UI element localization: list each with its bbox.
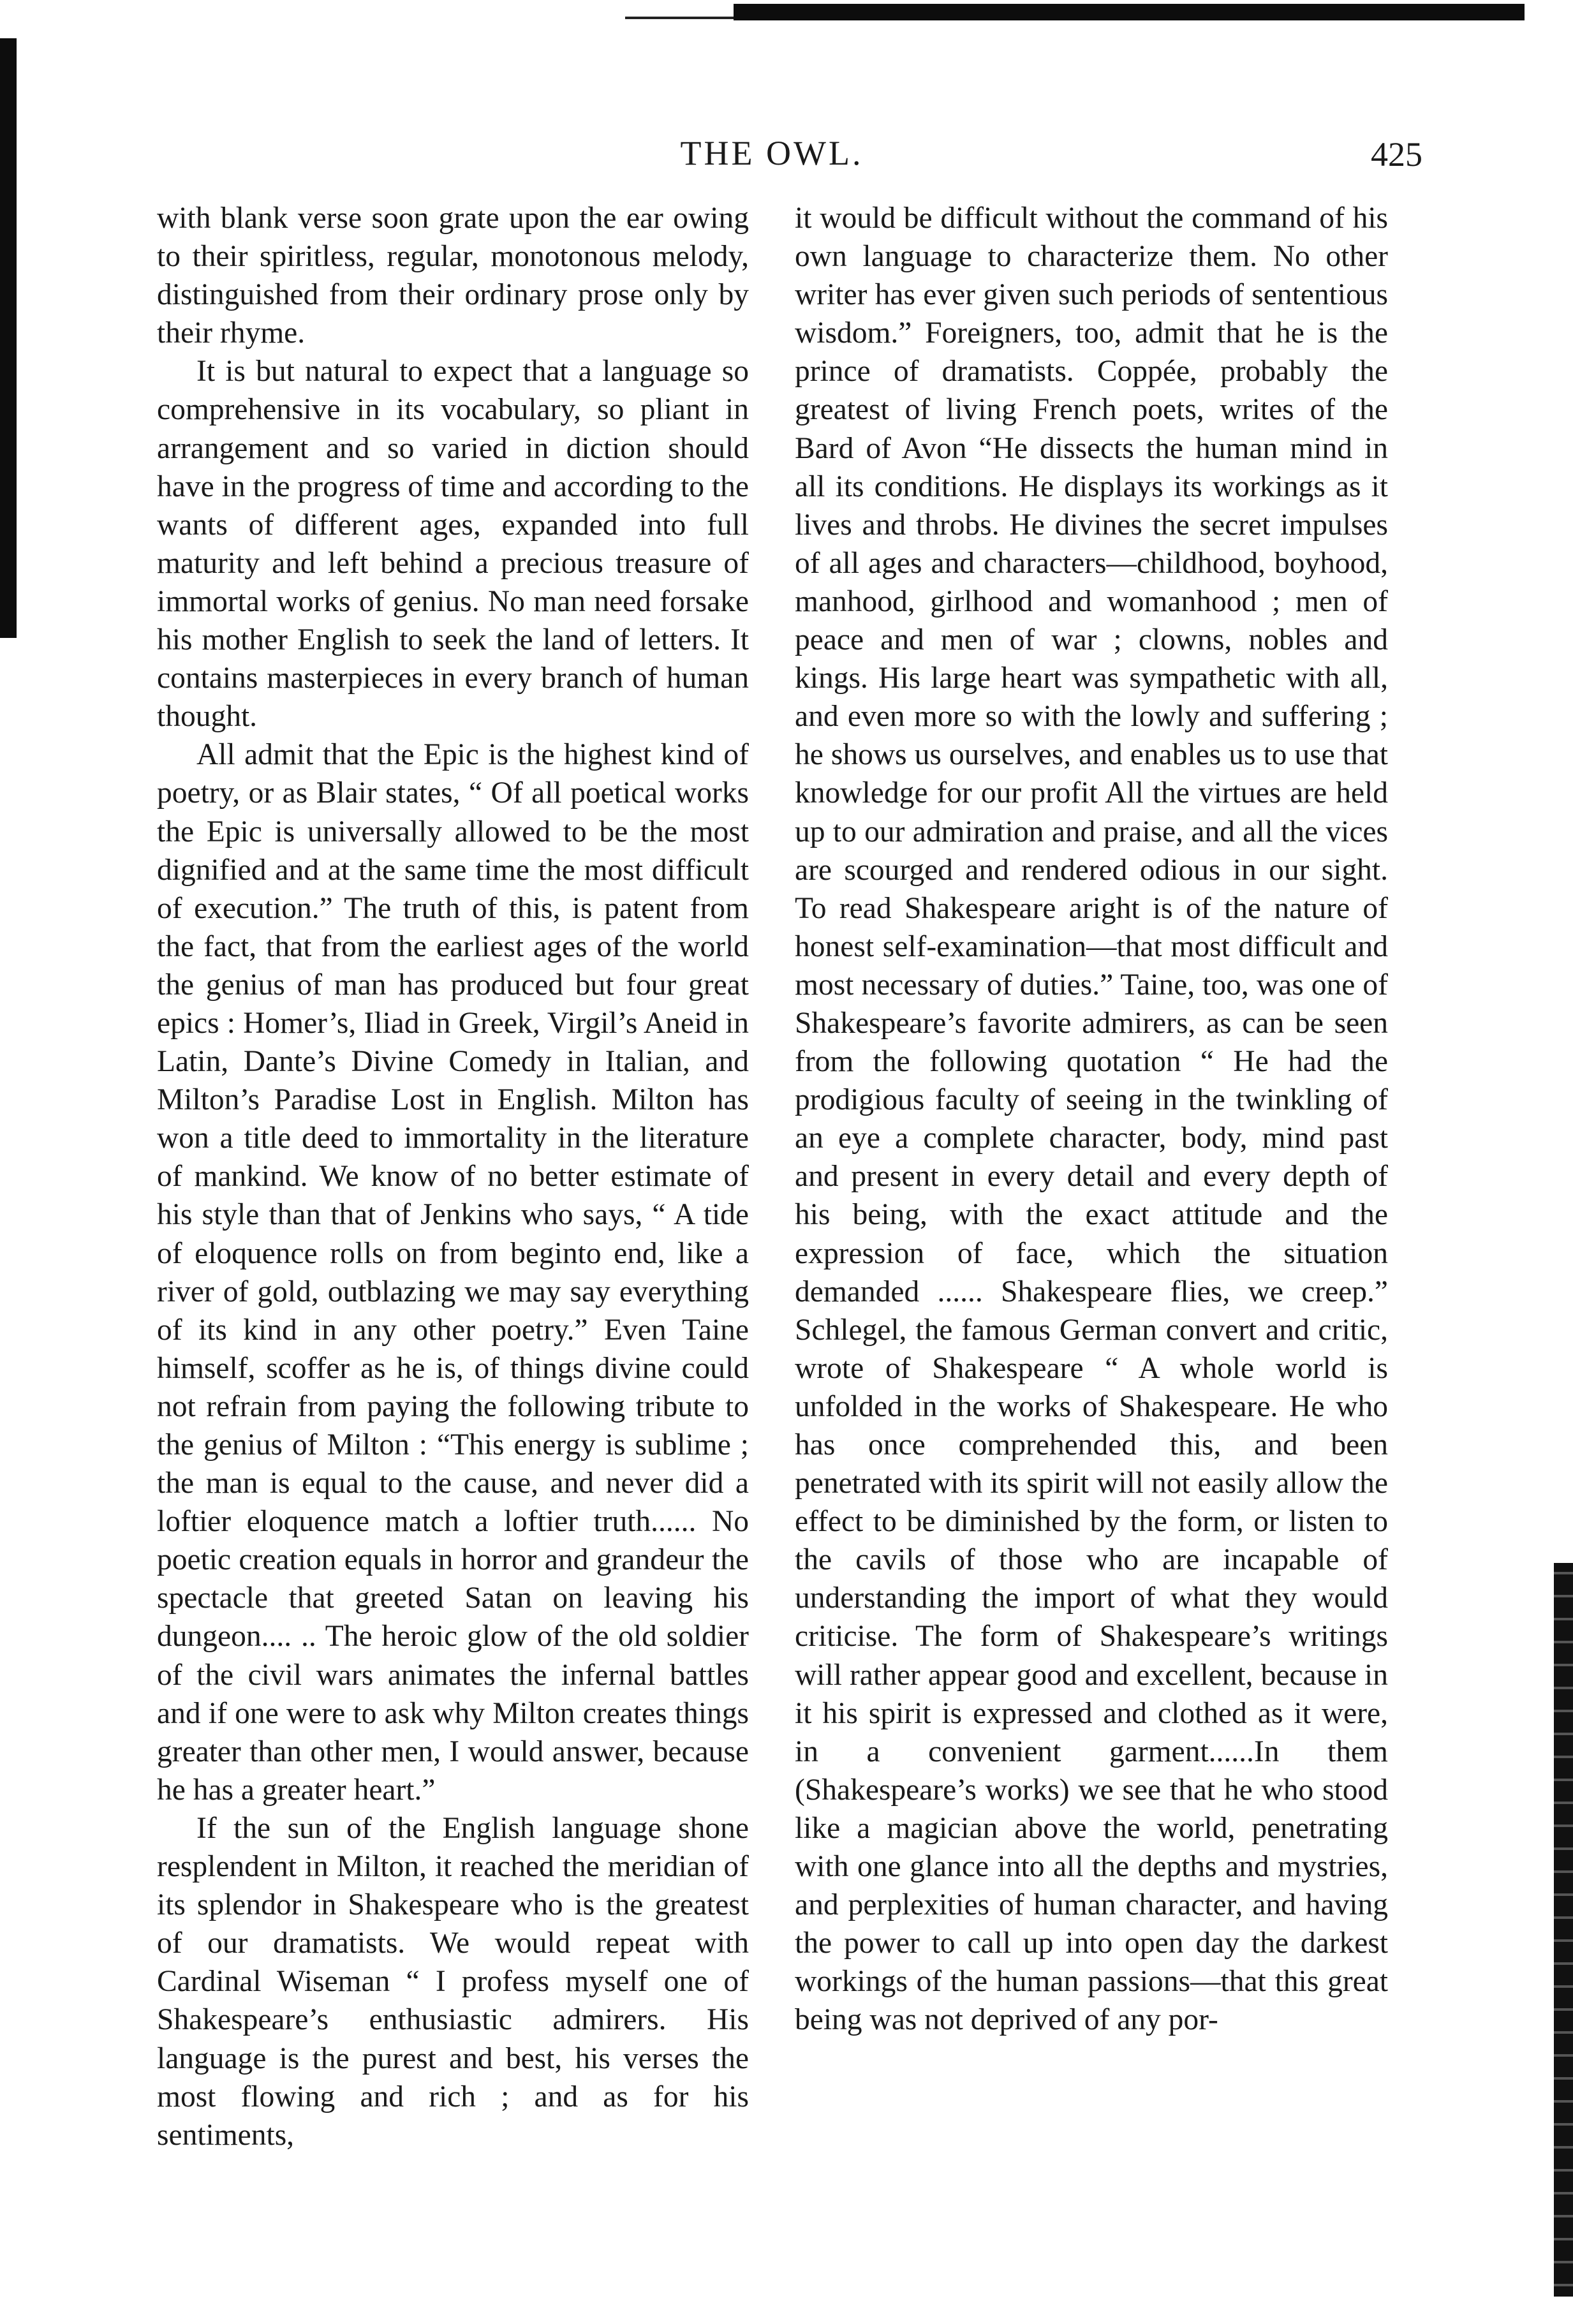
left-column	[157, 199, 749, 2154]
right-column	[795, 199, 1388, 2039]
top-rule-bar	[734, 4, 1525, 20]
paragraph: If the sun of the English language shone resplendent in Milton, it reached the meridian of its splendor in Shakespeare who is the greatest of our dramatists. We would repeat with Cardinal Wiseman “ I profess myself one of Shakespeare’s enthusiastic admirers. His language is the purest and best, his verses the most flowing and rich ; and as for his sentiments,	[157, 1811, 749, 2152]
paragraph: with blank verse soon grate upon the ear owing to their spiritless, regular, monotonous melody, distinguished from their ordinary prose only by their rhyme.	[157, 202, 749, 350]
page-number: 425	[1371, 135, 1422, 174]
paragraph: It is but natural to expect that a language so comprehensive in its vocabulary, so pliant in arrangement and so varied in diction should have in the progress of time and according to the wants of different ages, expanded into full maturity and left behind a precious treasure of immortal works of genius. No man need forsake his mother English to seek the land of letters. It contains masterpieces in every branch of human thought.	[157, 355, 749, 734]
scan-edge-right	[1554, 1563, 1573, 2297]
paragraph: it would be difficult without the command of his own language to characterize them. No other writer has ever given such periods of sententious wisdom.” Foreigners, too, admit that he is the prince of dramatists. Coppée, probably the greatest of living French poets, writes of the Bard of Avon “He dissects the human mind in all its conditions. He displays its workings as it lives and throbs. He divines the secret impulses of all ages and characters—childhood, boyhood, manhood, girlhood and womanhood ; men of peace and men of war ; clowns, nobles and kings. His large heart was sympathetic with all, and even more so with the lowly and suffering ; he shows us ourselves, and enables us to use that knowledge for our profit All the virtues are held up to our admiration and praise, and all the vices are scourged and rendered odious in our sight. To read Shakespeare aright is of the nature of honest self-examination—that most difficult and most necessary of duties.” Taine, too, was one of Shakespeare’s favorite admirers, as can be seen from the following quotation “ He had the prodigious faculty of seeing in the twinkling of an eye a complete character, body, mind past and present in every detail and every depth of his being, with the exact attitude and the expression of face, which the situation demanded ...... Shakespeare flies, we creep.” Schlegel, the famous German convert and critic, wrote of Shakespeare “ A whole world is unfolded in the works of Shakespeare. He who has once comprehended this, and been penetrated with its spirit will not easily allow the effect to be diminished by the form, or listen to the cavils of those who are incapable of understanding the import of what they would criticise. The form of Shakespeare’s writings will rather appear good and excellent, because in it his spirit is expressed and clothed as it were, in a convenient garment......In them (Shakespeare’s works) we see that he who stood like a magician above the world, penetrating with one glance into all the depths and mystries, and perplexities of human character, and having the power to call up into open day the darkest workings of the human passions—that this great being was not deprived of any por-	[795, 202, 1388, 2037]
paragraph: All admit that the Epic is the highest kind of poetry, or as Blair states, “ Of all poetical works the Epic is universally allowed to be the most dignified and at the same time the most difficult of execution.” The truth of this, is patent from the fact, that from the earliest ages of the world the genius of man has produced but four great epics : Homer’s, Iliad in Greek, Virgil’s Aneid in Latin, Dante’s Divine Comedy in Italian, and Milton’s Paradise Lost in English. Milton has won a title deed to immortality in the literature of mankind. We know of no better estimate of his style than that of Jenkins who says, “ A tide of eloquence rolls on from beginto end, like a river of gold, outblazing we may say everything of its kind in any other poetry.” Even Taine himself, scoffer as he is, of things divine could not refrain from paying the following tribute to the genius of Milton : “This energy is sublime ; the man is equal to the cause, and never did a loftier eloquence match a loftier truth...... No poetic creation equals in horror and grandeur the spectacle that greeted Satan on leaving his dungeon.... .. The heroic glow of the old soldier of the civil wars animates the infernal battles and if one were to ask why Milton creates things greater than other men, I would answer, because he has a greater heart.”	[157, 738, 749, 1807]
running-title: THE OWL.	[680, 134, 864, 172]
scan-edge-left	[0, 38, 17, 638]
